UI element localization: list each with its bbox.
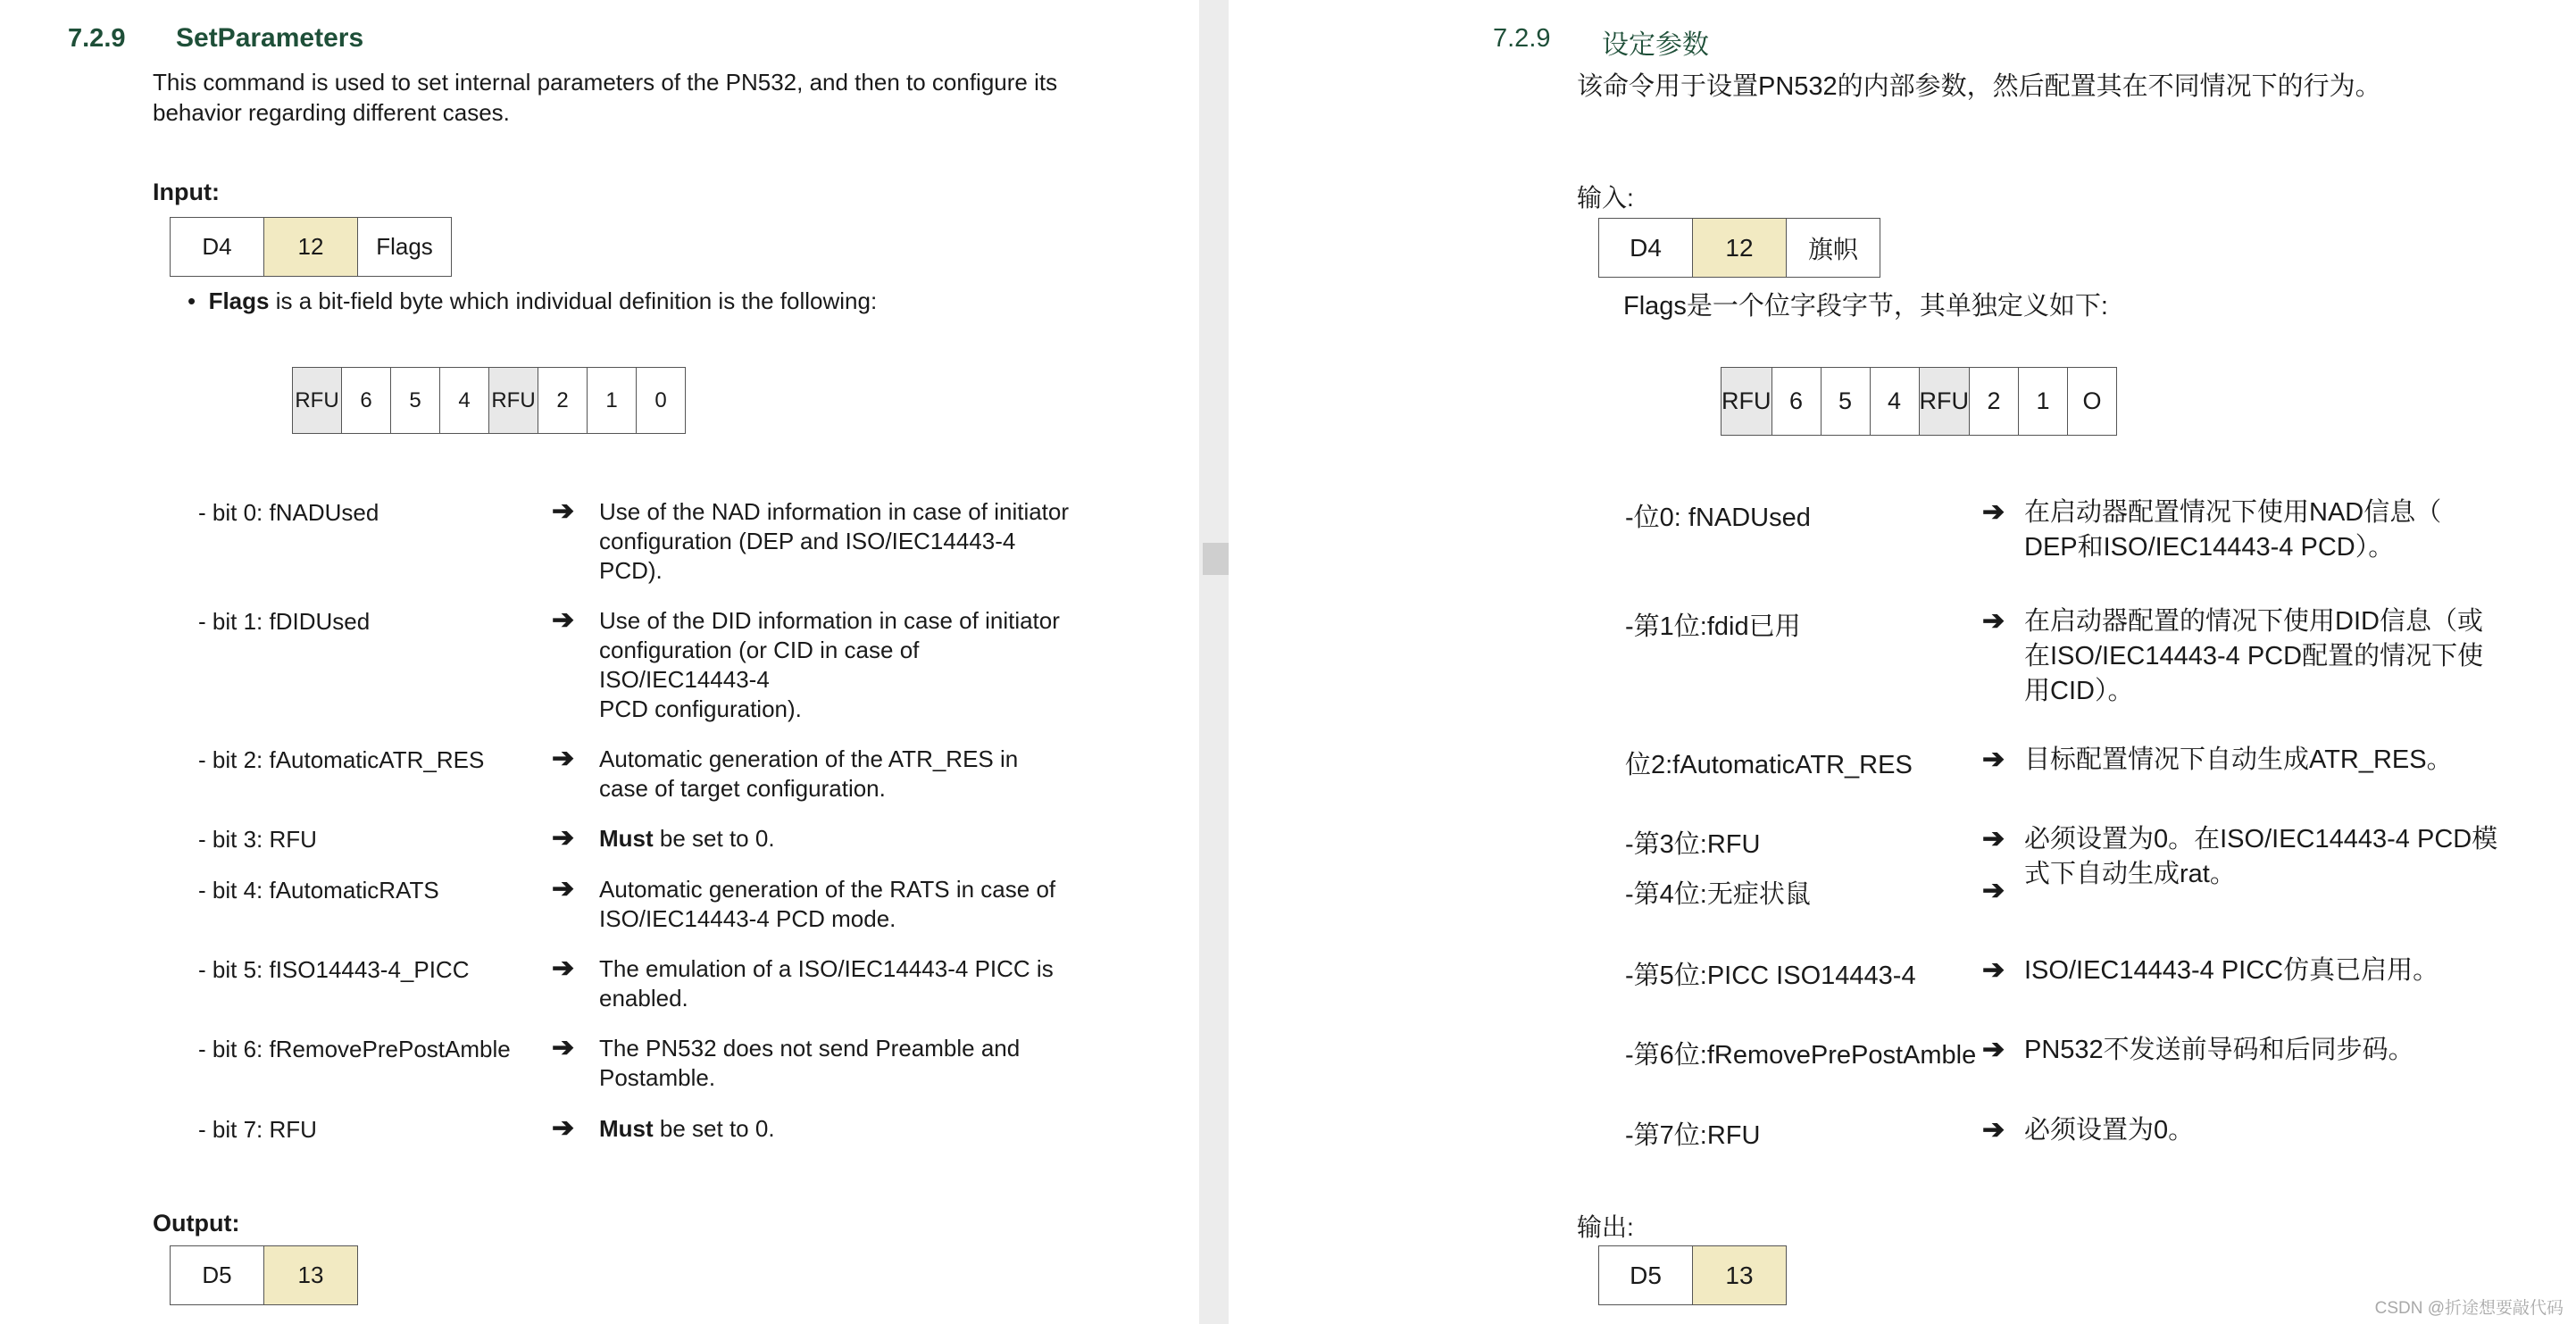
bit-cell: RFU — [293, 368, 342, 434]
arrow-icon: ➔ — [1982, 955, 2005, 985]
input-cell-cmd: D4 — [1599, 219, 1693, 278]
bit-7-name: - bit 7: RFU — [198, 1116, 317, 1143]
bit-6-desc: PN532不发送前导码和后同步码。 — [2024, 1036, 2414, 1064]
arrow-icon: ➔ — [1982, 606, 2005, 636]
input-cell-flags: Flags — [358, 218, 452, 277]
arrow-icon: ➔ — [1982, 745, 2005, 774]
bit-1-name: -第1位:fdid已用 — [1625, 612, 1801, 641]
bit-cell: 5 — [1821, 368, 1870, 436]
output-frame — [170, 1245, 358, 1305]
bit-4-name: - bit 4: fAutomaticRATS — [198, 877, 439, 903]
must-keyword: Must — [599, 825, 654, 852]
arrow-icon: ➔ — [1982, 1035, 2005, 1064]
bit-cell: 0 — [637, 368, 686, 434]
bit-5-desc: ISO/IEC14443-4 PICC仿真已启用。 — [2024, 956, 2439, 985]
input-frame — [1598, 218, 1880, 278]
output-label: Output: — [153, 1210, 240, 1237]
bit-0-name: -位0: fNADUsed — [1625, 504, 1811, 532]
bit-2-desc: Automatic generation of the ATR_RES in case of target configuration. — [599, 745, 1019, 802]
arrow-icon: ➔ — [1982, 824, 2005, 854]
arrow-icon: ➔ — [1982, 876, 2005, 905]
bit-7-desc-text: be set to 0. — [653, 1115, 775, 1142]
divider-handle[interactable] — [1203, 543, 1229, 575]
input-cell-code: 12 — [1693, 219, 1787, 278]
arrow-icon: ➔ — [552, 1113, 575, 1143]
bit-cell: RFU — [489, 368, 538, 434]
bit-7-desc — [599, 1114, 775, 1144]
bit-cell: 4 — [1870, 368, 1919, 436]
flags-keyword: Flags — [208, 287, 270, 314]
bit-7-desc: 必须设置为0。 — [2024, 1116, 2195, 1145]
bit-cell: 6 — [1772, 368, 1821, 436]
bit-2-name: 位2:fAutomaticATR_RES — [1625, 751, 1913, 779]
arrow-icon: ➔ — [552, 605, 575, 635]
bit-3-desc: 必须设置为0。在ISO/IEC14443-4 PCD模 式下自动生成rat。 — [2024, 825, 2498, 888]
bit-cell: 1 — [588, 368, 637, 434]
output-cell-cmd: D5 — [171, 1246, 264, 1305]
bit-6-name: -第6位:fRemovePrePostAmble — [1625, 1041, 1977, 1070]
bit-cell: 6 — [342, 368, 391, 434]
chinese-page — [1229, 0, 2576, 1324]
input-label: 输入: — [1577, 184, 1634, 212]
bit-6-desc: The PN532 does not send Preamble and Postamble. — [599, 1035, 1021, 1091]
must-keyword: Must — [599, 1115, 654, 1142]
bit-cell: RFU — [1919, 368, 1970, 436]
output-label: 输出: — [1577, 1213, 1634, 1241]
input-cell-flags: 旗帜 — [1787, 219, 1880, 278]
bit-5-name: -第5位:PICC ISO14443-4 — [1625, 962, 1916, 990]
output-cell-cmd: D5 — [1599, 1246, 1693, 1305]
intro-paragraph: 该命令用于设置PN532的内部参数，然后配置其在不同情况下的行为。 — [1577, 72, 2381, 101]
english-page — [0, 0, 1199, 1324]
section-title: 设定参数 — [1602, 30, 1709, 60]
watermark: CSDN @折途想要敲代码 — [2374, 1299, 2563, 1318]
arrow-icon: ➔ — [552, 953, 575, 983]
input-frame — [170, 217, 452, 277]
section-number: 7.2.9 — [1493, 24, 1551, 53]
bit-1-desc: Use of the DID information in case of initiator configuration (or CID in case of ISO/IEC14443-4 PCD configuration). — [599, 607, 1060, 722]
bullet-dot: • — [188, 287, 209, 314]
section-number: 7.2.9 — [68, 24, 126, 53]
bit-4-name: -第4位:无症状鼠 — [1625, 880, 1811, 909]
bit-0-name: - bit 0: fNADUsed — [198, 499, 379, 526]
pane-divider[interactable] — [1199, 0, 1229, 1324]
bit-1-name: - bit 1: fDIDUsed — [198, 608, 371, 635]
bit-3-desc — [599, 824, 775, 854]
bit-2-name: - bit 2: fAutomaticATR_RES — [198, 746, 485, 773]
bit-0-desc: 在启动器配置情况下使用NAD信息（ DEP和ISO/IEC14443-4 PCD）。 — [2024, 498, 2442, 562]
bit-field-table — [1721, 367, 2117, 436]
bit-cell: 5 — [391, 368, 440, 434]
bit-3-desc-text: be set to 0. — [653, 825, 775, 852]
bit-6-name: - bit 6: fRemovePrePostAmble — [198, 1036, 511, 1062]
input-cell-code: 12 — [264, 218, 358, 277]
arrow-icon: ➔ — [1982, 1115, 2005, 1145]
bit-2-desc: 目标配置情况下自动生成ATR_RES。 — [2024, 745, 2453, 774]
bit-3-name: -第3位:RFU — [1625, 830, 1761, 859]
section-title: SetParameters — [176, 23, 364, 53]
bit-0-desc: Use of the NAD information in case of initiator configuration (DEP and ISO/IEC14443-4 PCD). — [599, 498, 1070, 584]
bit-1-desc: 在启动器配置的情况下使用DID信息（或 在ISO/IEC14443-4 PCD配置的情况下使 用CID）。 — [2024, 607, 2484, 705]
output-frame — [1598, 1245, 1787, 1305]
output-cell-code: 13 — [264, 1246, 358, 1305]
arrow-icon: ➔ — [552, 744, 575, 773]
arrow-icon: ➔ — [552, 874, 575, 903]
bit-cell: 1 — [2019, 368, 2068, 436]
bit-4-desc: Automatic generation of the RATS in case of ISO/IEC14443-4 PCD mode. — [599, 876, 1056, 932]
bit-cell: 2 — [1970, 368, 2019, 436]
arrow-icon: ➔ — [552, 823, 575, 853]
intro-paragraph: This command is used to set internal parameters of the PN532, and then to configure its behavior regarding different cases. — [153, 69, 1058, 126]
bit-5-name: - bit 5: fISO14443-4_PICC — [198, 956, 470, 983]
bit-cell: O — [2068, 368, 2117, 436]
arrow-icon: ➔ — [552, 496, 575, 526]
flags-bullet — [188, 286, 877, 316]
input-label: Input: — [153, 179, 220, 205]
bit-5-desc: The emulation of a ISO/IEC14443-4 PICC is enabled. — [599, 955, 1054, 1012]
input-cell-cmd: D4 — [171, 218, 264, 277]
flags-description: is a bit-field byte which individual definition is the following: — [269, 287, 878, 314]
bit-7-name: -第7位:RFU — [1625, 1121, 1761, 1150]
bit-3-name: - bit 3: RFU — [198, 826, 317, 853]
arrow-icon: ➔ — [552, 1033, 575, 1062]
output-cell-code: 13 — [1693, 1246, 1787, 1305]
flags-line: Flags是一个位字段字节，其单独定义如下: — [1623, 292, 2108, 321]
bit-field-table — [292, 367, 686, 434]
bit-cell: 2 — [538, 368, 588, 434]
bit-cell: RFU — [1722, 368, 1772, 436]
bit-cell: 4 — [440, 368, 489, 434]
arrow-icon: ➔ — [1982, 497, 2005, 527]
